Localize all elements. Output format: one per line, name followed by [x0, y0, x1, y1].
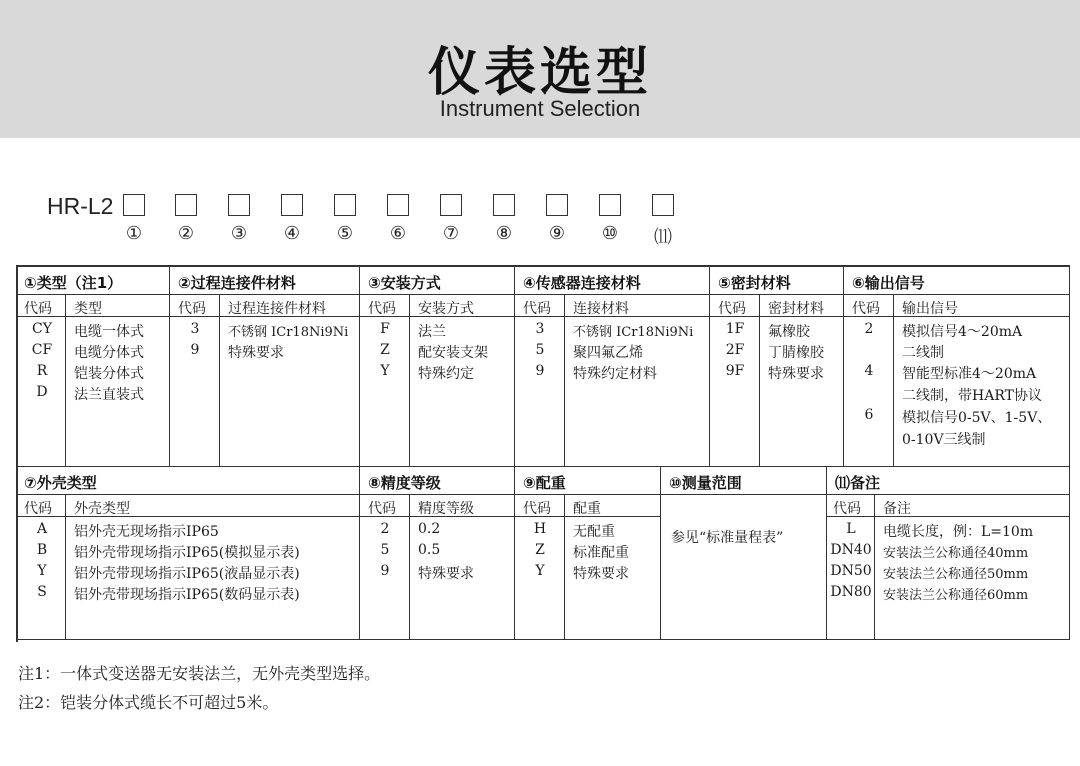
sensor-name: 不锈钢 ICr18Ni9Ni	[573, 325, 694, 340]
install-code: Z	[380, 342, 390, 358]
position-number: ⑾	[654, 227, 672, 248]
accuracy-name: 特殊要求	[418, 566, 474, 582]
col-title-weight: 配重	[573, 501, 601, 517]
col-title-code: 代码	[24, 301, 52, 317]
selection-table-2	[16, 467, 1070, 642]
weight-code: H	[533, 521, 547, 537]
type-name: 铠装分体式	[74, 366, 144, 382]
install-code: Y	[380, 363, 390, 379]
col-title-material: 过程连接件材料	[228, 301, 326, 317]
range-header: ⑩测量范围	[669, 474, 742, 492]
title-banner	[0, 0, 1080, 138]
sensor-code: 5	[535, 342, 545, 358]
code-box	[123, 194, 145, 216]
type-name: 法兰直装式	[74, 387, 144, 403]
output-name: 二线制，带HART协议	[902, 388, 1042, 404]
range-text: 参见“标准量程表”	[671, 530, 784, 546]
accuracy-name: 0.5	[418, 542, 441, 558]
output-name: 0-10V三线制	[902, 432, 986, 448]
col-title-sensor: 连接材料	[573, 301, 629, 317]
model-prefix: HR-L2	[47, 193, 114, 219]
col-title-accuracy: 精度等级	[418, 501, 474, 517]
housing-code: Y	[37, 563, 47, 579]
type-name: 电缆分体式	[74, 345, 144, 361]
weight-header: ⑨配重	[523, 474, 566, 492]
code-box	[652, 194, 674, 216]
sensor-code: 3	[535, 321, 545, 337]
col-title-code: 代码	[523, 501, 551, 517]
col-title-code: 代码	[368, 301, 396, 317]
col-title-code: 代码	[718, 301, 746, 317]
remark-code: L	[846, 521, 856, 537]
sensor-name: 特殊约定材料	[573, 366, 657, 382]
body-cell	[170, 317, 220, 467]
seal-code: 1F	[725, 321, 745, 337]
position-number: ⑧	[495, 223, 513, 244]
material-header: ②过程连接件材料	[178, 274, 296, 292]
col-title-seal: 密封材料	[768, 301, 824, 317]
code-box	[228, 194, 250, 216]
housing-code: A	[36, 521, 48, 537]
install-header: ③安装方式	[368, 274, 441, 292]
remark-name: 安装法兰公称通径60mm	[883, 588, 1029, 603]
seal-code: 2F	[725, 342, 745, 358]
accuracy-name: 0.2	[418, 521, 441, 537]
output-name: 模拟信号0-5V、1-5V、	[902, 410, 1052, 426]
remark-header: ⑾备注	[835, 474, 881, 492]
type-code: CY	[32, 321, 52, 337]
accuracy-code: 5	[380, 542, 390, 558]
type-code: R	[36, 363, 48, 379]
accuracy-code: 2	[380, 521, 390, 537]
type-code: D	[36, 384, 48, 400]
code-box	[334, 194, 356, 216]
type-name: 电缆一体式	[74, 324, 144, 340]
code-box	[493, 194, 515, 216]
remark-code: DN80	[830, 584, 872, 600]
type-header: ①类型（注1）	[24, 274, 123, 292]
seal-name: 氟橡胶	[768, 324, 810, 340]
col-title-output: 输出信号	[902, 301, 958, 317]
weight-name: 无配重	[573, 524, 615, 540]
housing-header: ⑦外壳类型	[24, 474, 97, 492]
sensor-header: ④传感器连接材料	[523, 274, 641, 292]
col-title-housing: 外壳类型	[74, 501, 130, 517]
material-name: 不锈钢 ICr18Ni9Ni	[228, 325, 349, 340]
weight-name: 标准配重	[573, 545, 629, 561]
col-title-code: 代码	[178, 301, 206, 317]
output-code: 6	[864, 407, 874, 423]
housing-code: B	[36, 542, 48, 558]
output-code: 4	[864, 363, 874, 379]
remark-name: 安装法兰公称通径50mm	[883, 567, 1029, 582]
position-number: ⑩	[601, 223, 619, 244]
material-code: 9	[190, 342, 200, 358]
remark-code: DN50	[830, 563, 872, 579]
seal-name: 丁腈橡胶	[768, 345, 824, 361]
position-number: ⑤	[336, 223, 354, 244]
seal-code: 9F	[725, 363, 745, 379]
col-title-type: 类型	[74, 301, 102, 317]
output-code: 2	[864, 321, 874, 337]
code-box	[387, 194, 409, 216]
position-number: ⑦	[442, 223, 460, 244]
page-subtitle: Instrument Selection	[439, 96, 641, 121]
code-box	[440, 194, 462, 216]
sensor-code: 9	[535, 363, 545, 379]
position-number: ⑨	[548, 223, 566, 244]
position-number: ⑥	[389, 223, 407, 244]
remark-code: DN40	[830, 542, 872, 558]
position-number: ②	[177, 223, 195, 244]
seal-name: 特殊要求	[768, 366, 824, 382]
code-box	[175, 194, 197, 216]
weight-code: Z	[535, 542, 545, 558]
page-title: 仪表选型	[427, 43, 652, 103]
col-title-code: 代码	[368, 501, 396, 517]
housing-name: 铝外壳无现场指示IP65	[74, 524, 219, 540]
material-name: 特殊要求	[228, 345, 284, 361]
sensor-name: 聚四氟乙烯	[573, 345, 643, 361]
housing-name: 铝外壳带现场指示IP65(数码显示表)	[74, 587, 300, 603]
accuracy-header: ⑧精度等级	[368, 474, 441, 492]
code-box	[599, 194, 621, 216]
output-name: 二线制	[902, 345, 944, 361]
body-cell	[710, 317, 760, 467]
note-1: 注1：一体式变送器无安装法兰，无外壳类型选择。	[18, 664, 381, 683]
housing-code: S	[37, 584, 47, 600]
install-name: 法兰	[418, 324, 446, 340]
weight-name: 特殊要求	[573, 566, 629, 582]
install-code: F	[380, 321, 390, 337]
col-title-code: 代码	[523, 301, 551, 317]
remark-name: 电缆长度，例：L=10m	[883, 524, 1034, 540]
material-code: 3	[190, 321, 200, 337]
selection-table-1	[16, 265, 1070, 467]
type-code: CF	[31, 342, 53, 358]
col-title-install: 安装方式	[418, 301, 474, 317]
install-name: 配安装支架	[418, 345, 488, 361]
col-title-code: 代码	[852, 301, 880, 317]
col-title-code: 代码	[24, 501, 52, 517]
output-name: 智能型标准4～20mA	[902, 366, 1037, 382]
remark-name: 安装法兰公称通径40mm	[883, 546, 1029, 561]
install-name: 特殊约定	[418, 366, 474, 382]
seal-header: ⑤密封材料	[718, 274, 791, 292]
code-box	[546, 194, 568, 216]
weight-code: Y	[535, 563, 545, 579]
position-number: ③	[230, 223, 248, 244]
body-cell	[844, 317, 894, 467]
output-name: 模拟信号4～20mA	[902, 324, 1023, 340]
code-box	[281, 194, 303, 216]
housing-name: 铝外壳带现场指示IP65(液晶显示表)	[74, 566, 300, 582]
housing-name: 铝外壳带现场指示IP65(模拟显示表)	[74, 545, 300, 561]
col-title-code: 代码	[833, 501, 861, 517]
note-2: 注2：铠装分体式缆长不可超过5米。	[18, 693, 279, 712]
range-body-cell	[661, 495, 827, 640]
position-number: ④	[283, 223, 301, 244]
body-cell	[515, 317, 565, 467]
position-number: ①	[125, 223, 143, 244]
accuracy-code: 9	[380, 563, 390, 579]
col-title-remark: 备注	[883, 501, 911, 517]
output-header: ⑥输出信号	[852, 274, 925, 292]
body-cell	[360, 317, 410, 467]
